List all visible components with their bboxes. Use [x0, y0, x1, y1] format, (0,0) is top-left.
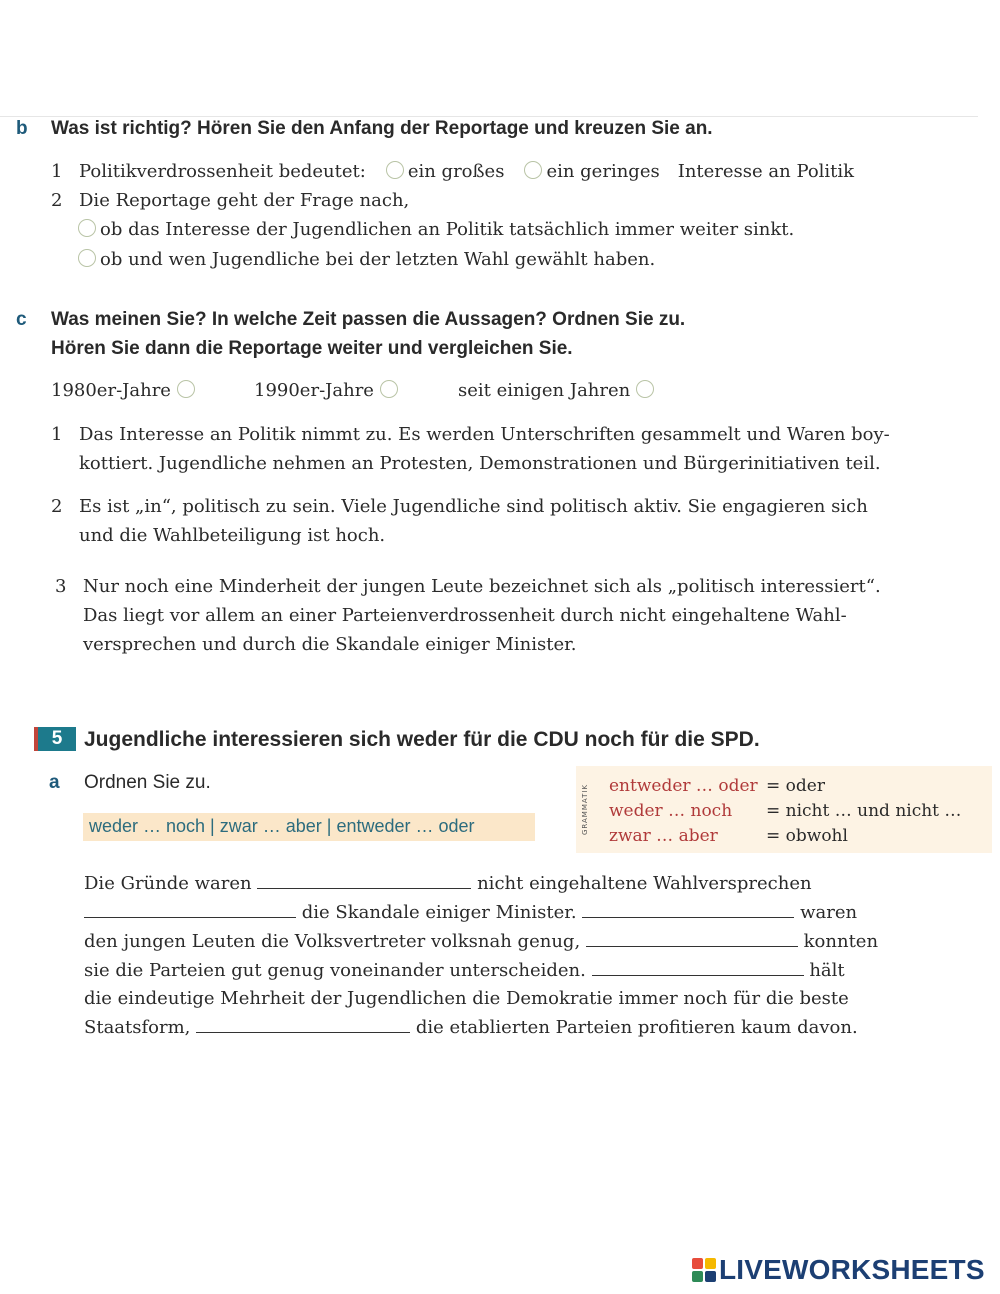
radio-ein-grosses[interactable]: [386, 161, 404, 179]
c-statement-2-number: 2: [51, 496, 63, 517]
b-item-1-tail: Interesse an Politik: [677, 161, 855, 182]
c-statement-3-number: 3: [55, 576, 67, 597]
liveworksheets-logo-icon: [692, 1258, 716, 1282]
blank-1[interactable]: [257, 874, 471, 889]
word-box: [83, 813, 535, 841]
word-box-text: weder … noch | zwar … aber | entweder … oder: [89, 816, 475, 836]
grammar-row-2: [609, 801, 962, 821]
grammar-term-2: weder … noch: [609, 801, 733, 821]
grammar-term-1: entweder … oder: [609, 776, 758, 796]
gap-line-5: die eindeutige Mehrheit der Jugendlichen die Demokratie immer noch für die beste: [84, 988, 849, 1009]
gap-text-1b: nicht eingehaltene Wahlversprechen: [477, 873, 812, 894]
blank-3[interactable]: [582, 903, 794, 918]
exercise-5-title: Jugendliche interessieren sich weder für die CDU noch für die SPD.: [84, 728, 760, 751]
gap-text-4a: sie die Parteien gut genug voneinander unterscheiden.: [84, 960, 586, 981]
b-item-2-number: 2: [51, 190, 63, 211]
grammar-row-1: [609, 776, 825, 796]
gap-text-4b: hält: [809, 960, 845, 981]
radio-period-1980[interactable]: [177, 380, 195, 398]
period-1980: [51, 380, 199, 401]
radio-letzte-wahl[interactable]: [78, 249, 96, 267]
section-b-letter: b: [16, 118, 28, 139]
b-item-1-option-a: ein großes: [407, 161, 505, 182]
radio-period-1990[interactable]: [380, 380, 398, 398]
c-statement-2-text-1: Es ist „in“, politisch zu sein. Viele Jugendliche sind politisch aktiv. Sie engagieren sich: [79, 496, 868, 517]
grammar-meaning-3: = obwohl: [766, 826, 848, 846]
liveworksheets-logo-text: LIVEWORKSHEETS: [719, 1254, 985, 1285]
b-item-1: [51, 161, 854, 182]
exercise-5-badge: 5: [34, 727, 76, 751]
section-b-heading: Was ist richtig? Hören Sie den Anfang der Reportage und kreuzen Sie an.: [51, 118, 713, 139]
radio-period-recent[interactable]: [636, 380, 654, 398]
gap-text-6b: die etablierten Parteien profitieren kaum davon.: [415, 1017, 858, 1038]
b-item-2: [51, 190, 409, 211]
gap-line-1: [84, 873, 812, 894]
b-item-2-option-b: ob und wen Jugendliche bei der letzten Wahl gewählt haben.: [100, 249, 656, 270]
blank-5[interactable]: [592, 961, 804, 976]
section-c-heading-1: Was meinen Sie? In welche Zeit passen die Aussagen? Ordnen Sie zu.: [51, 309, 686, 330]
period-recent: [458, 380, 658, 401]
gap-text-6a: Staatsform,: [84, 1017, 191, 1038]
period-1990-label: 1990er-Jahre: [254, 380, 374, 401]
section-c-letter: c: [16, 309, 27, 330]
c-statement-3-line-2: Das liegt vor allem an einer Parteienverdrossenheit durch nicht eingehaltene Wahl-: [83, 605, 847, 626]
section-c-heading-2: Hören Sie dann die Reportage weiter und vergleichen Sie.: [51, 338, 573, 359]
c-statement-1-number: 1: [51, 424, 63, 445]
gap-text-2b: waren: [800, 902, 858, 923]
gap-text-2a: die Skandale einiger Minister.: [301, 902, 577, 923]
gap-line-3: [84, 931, 878, 952]
blank-2[interactable]: [84, 903, 296, 918]
radio-interesse-sinkt[interactable]: [78, 219, 96, 237]
grammar-row-3: [609, 826, 848, 846]
period-recent-label: seit einigen Jahren: [458, 380, 631, 401]
b-item-2-option-a: ob das Interesse der Jugendlichen an Politik tatsächlich immer weiter sinkt.: [100, 219, 795, 240]
b-item-2-stem: Die Reportage geht der Frage nach,: [79, 190, 410, 211]
gap-line-2: [84, 902, 857, 923]
c-statement-1-line-1: [51, 424, 890, 445]
c-statement-3-text-1: Nur noch eine Minderheit der jungen Leute bezeichnet sich als „politisch interessiert“.: [83, 576, 881, 597]
c-statement-1-text-1: Das Interesse an Politik nimmt zu. Es werden Unterschriften gesammelt und Waren boy-: [79, 424, 890, 445]
top-divider: [0, 116, 978, 117]
blank-6[interactable]: [196, 1018, 410, 1033]
blank-4[interactable]: [586, 932, 798, 947]
b-item-1-option-b: ein geringes: [546, 161, 660, 182]
grammar-tag: GRAMMATIK: [581, 783, 589, 835]
grammar-meaning-2: = nicht … und nicht …: [766, 801, 962, 821]
b-item-1-number: 1: [51, 161, 63, 182]
c-statement-1-line-2: kottiert. Jugendliche nehmen an Protesten, Demonstrationen und Bürgerinitiativen teil.: [79, 453, 881, 474]
gap-text-3a: den jungen Leuten die Volksvertreter volksnah genug,: [84, 931, 581, 952]
gap-text-3b: konnten: [803, 931, 879, 952]
grammar-meaning-1: = oder: [766, 776, 825, 796]
exercise-5a-letter: a: [49, 772, 60, 793]
c-statement-3-line-1: [55, 576, 881, 597]
gap-text-1a: Die Gründe waren: [84, 873, 252, 894]
c-statement-2-line-2: und die Wahlbeteiligung ist hoch.: [79, 525, 386, 546]
grammar-term-3: zwar … aber: [609, 826, 718, 846]
b-item-2-option-a-row: [72, 219, 794, 240]
b-item-2-option-b-row: [72, 249, 655, 270]
period-1990: [254, 380, 402, 401]
period-1980-label: 1980er-Jahre: [51, 380, 171, 401]
gap-line-6: [84, 1017, 858, 1038]
c-statement-3-line-3: versprechen und durch die Skandale einiger Minister.: [83, 634, 577, 655]
c-statement-2-line-1: [51, 496, 868, 517]
grammar-box: [576, 766, 992, 853]
b-item-1-stem: Politikverdrossenheit bedeutet:: [79, 161, 366, 182]
radio-ein-geringes[interactable]: [524, 161, 542, 179]
gap-line-4: [84, 960, 845, 981]
exercise-5a-heading: Ordnen Sie zu.: [84, 772, 211, 793]
